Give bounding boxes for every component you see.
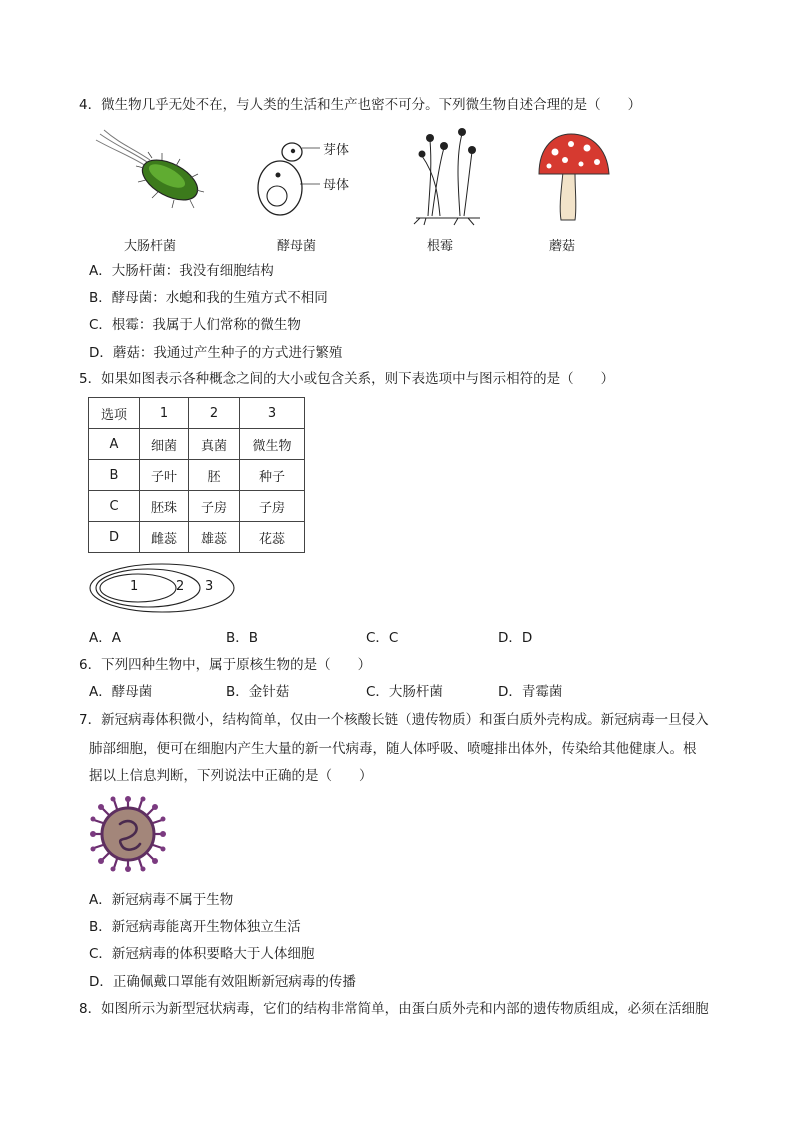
table-row	[89, 429, 305, 460]
q5-stem: 5．如果如图表示各种概念之间的大小或包含关系，则下表选项中与图示相符的是（ ）	[79, 371, 615, 387]
q5-option-d[interactable]: D．D	[498, 630, 533, 646]
table-cell: B	[89, 460, 140, 491]
caption-mushroom: 蘑菇	[549, 239, 576, 254]
table-cell: A	[89, 429, 140, 460]
q4-option-c[interactable]: C．根霉：我属于人们常称的微生物	[89, 317, 301, 333]
q5-options-table	[88, 397, 305, 553]
table-cell: 子房	[189, 491, 240, 522]
caption-rhizopus: 根霉	[427, 239, 454, 254]
table-header-cell: 1	[140, 398, 189, 429]
caption-yeast: 酵母菌	[277, 239, 317, 254]
diagram-label-3: 3	[205, 579, 214, 594]
yeast-bud-label: 芽体	[323, 143, 350, 158]
q4-option-d[interactable]: D．蘑菇：我通过产生种子的方式进行繁殖	[89, 345, 343, 361]
table-cell: 微生物	[240, 429, 305, 460]
table-header-cell: 选项	[89, 398, 140, 429]
q7-stem-line-2: 肺部细胞，便可在细胞内产生大量的新一代病毒，随人体呼吸、喷嚏排出体外，传染给其他健康人。根	[89, 741, 697, 757]
q6-option-a[interactable]: A．酵母菌	[89, 684, 153, 700]
table-cell: 子叶	[140, 460, 189, 491]
table-row	[89, 491, 305, 522]
table-cell: 胚珠	[140, 491, 189, 522]
q7-option-d[interactable]: D．正确佩戴口罩能有效阻断新冠病毒的传播	[89, 974, 356, 990]
q4-option-b[interactable]: B．酵母菌：水螅和我的生殖方式不相同	[89, 290, 328, 306]
q7-option-a[interactable]: A．新冠病毒不属于生物	[89, 892, 234, 908]
q7-option-c[interactable]: C．新冠病毒的体积要略大于人体细胞	[89, 946, 315, 962]
table-cell: 细菌	[140, 429, 189, 460]
q8-stem: 8．如图所示为新型冠状病毒，它们的结构非常简单，由蛋白质外壳和内部的遗传物质组成，必须在活细胞	[79, 1001, 709, 1017]
q7-option-b[interactable]: B．新冠病毒能离开生物体独立生活	[89, 919, 301, 935]
table-cell: C	[89, 491, 140, 522]
q6-option-d[interactable]: D．青霉菌	[498, 684, 563, 700]
q7-stem-line-1: 7．新冠病毒体积微小，结构简单，仅由一个核酸长链（遗传物质）和蛋白质外壳构成。新冠病毒一旦侵入	[79, 712, 709, 728]
table-cell: 雌蕊	[140, 522, 189, 553]
table-cell: 花蕊	[240, 522, 305, 553]
table-row	[89, 460, 305, 491]
table-cell: 雄蕊	[189, 522, 240, 553]
rhizopus-illustration	[410, 126, 480, 226]
diagram-label-1: 1	[130, 579, 139, 594]
table-header-cell: 3	[240, 398, 305, 429]
table-header-row	[89, 398, 305, 429]
table-row	[89, 522, 305, 553]
table-cell: D	[89, 522, 140, 553]
table-header-cell: 2	[189, 398, 240, 429]
table-cell: 子房	[240, 491, 305, 522]
q5-option-b[interactable]: B．B	[226, 630, 259, 646]
diagram-label-2: 2	[176, 579, 185, 594]
q5-option-c[interactable]: C．C	[366, 630, 399, 646]
q4-stem: 4．微生物几乎无处不在，与人类的生活和生产也密不可分。下列微生物自述合理的是（ ）	[79, 97, 642, 113]
q6-option-c[interactable]: C．大肠杆菌	[366, 684, 443, 700]
mushroom-illustration	[535, 132, 615, 224]
table-cell: 种子	[240, 460, 305, 491]
nested-concept-diagram	[88, 562, 238, 614]
q7-stem-line-3: 据以上信息判断，下列说法中正确的是（ ）	[89, 768, 373, 784]
coronavirus-illustration	[90, 796, 166, 872]
ecoli-illustration	[92, 128, 212, 218]
table-cell: 胚	[189, 460, 240, 491]
q6-option-b[interactable]: B．金针菇	[226, 684, 290, 700]
q6-stem: 6．下列四种生物中，属于原核生物的是（ ）	[79, 657, 372, 673]
yeast-mother-label: 母体	[323, 178, 350, 193]
caption-ecoli: 大肠杆菌	[124, 239, 177, 254]
q4-option-a[interactable]: A．大肠杆菌：我没有细胞结构	[89, 263, 274, 279]
q5-option-a[interactable]: A．A	[89, 630, 121, 646]
table-cell: 真菌	[189, 429, 240, 460]
